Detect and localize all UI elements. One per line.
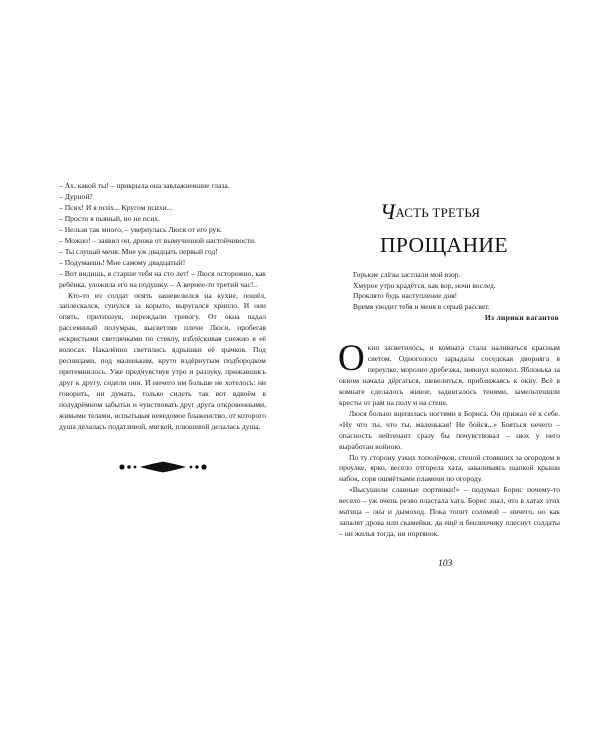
chapter-title: ПРОЩАНИЕ — [380, 233, 508, 257]
ornament-divider-icon — [118, 459, 208, 475]
paragraph: – Нельзя так много, – увернулась Люся от его рук. — [59, 224, 222, 234]
epigraph-line: Хмурое утро крадётся, как вор, ночи вослед. — [353, 280, 496, 290]
epigraph-source: Из лирики вагантов — [484, 312, 559, 322]
epigraph — [353, 270, 559, 324]
epigraph-line: Время уводит тебя и меня в серый рассвет. — [353, 302, 490, 312]
paragraph: – Вот видишь, я старше тебя на сто лет! – Люся осторожно, как ребёнка, уложила его на подушку. – А вернее-то третий час!.. — [59, 268, 266, 289]
paragraph: – Ах, какой ты! – прикрыла она завлажневшие глаза. — [59, 181, 230, 190]
part-title-initial: Ч — [380, 199, 396, 224]
first-paragraph — [338, 338, 560, 409]
paragraph: – Просто я пьяный, но не псих. — [59, 213, 160, 223]
paragraph: Кто-то из солдат опять зашевелился на кухне, пошёл, заплескался, сунулся за корыто, выругался хрипло. И они опять, притихнув, переждали тревогу. От окна падал рассеянный полумрак, высветляя плечи Люси, пробегая искристыми светлячками по стеклу, взблёскивая снежно в её волосах. Накалённо светились ядрышки её зрачков. Под ресницами, под маленьким, круто вздёрнутым подбородком притемнилось. Уже предчувствуя утро и разлуку, прижавшись друг к другу, сидели они. И ничего им больше не хотелось: ни говорить, ни думать, только сидеть так вот вдвоём в полудрёмном забытьи и чувствовать друг друга откровенными, живыми телами, испытывая неведомое блаженство, от которого душа делалась податливой, мягкой, плюшевой делалась душа. — [59, 290, 266, 431]
right-text-column — [338, 338, 560, 540]
paragraph: Люся больно вцепилась ногтями в Бориса. Он прижал её к себе. «Ну что ты, что ты, маленькая! Не бойся...» Бояться нечего – опасность лейтенант сразу бы почувствовал – нюх у него выработан войною. — [339, 408, 560, 451]
part-title — [380, 199, 560, 224]
epigraph-line: Горькие слёзы застлали мой взор. — [353, 270, 461, 279]
paragraph: – Можно! – заявил он, дрожа от вымученной настойчивости. — [59, 235, 256, 245]
paragraph: – Псих! И я псих... Кругом психи... — [59, 202, 173, 212]
epigraph-line: Проклято будь наступление дня! — [353, 291, 458, 301]
paragraph: «Высушили славные портянки!» – подумал Борис почему-то весело – уж очень резво пластала хата. Борис знал, что в хатах этих матица – она и дымоход. Пока топит соломой – ничего, но как запалят дрова или скамейки, да ещё и бензинчику плеснут солдаты – ни жилья тогда, ни портянок. — [339, 485, 560, 539]
part-title-rest: АСТЬ ТРЕТЬЯ — [395, 205, 481, 220]
drop-cap: О — [338, 338, 365, 379]
paragraph: – Подумаешь! Мне самому двадцатый! — [59, 257, 186, 267]
left-text-column — [59, 181, 266, 433]
first-paragraph-text: кно засветилось, и комната стала наливаться красным светом. Одноголосо зарыдала соседская дворняга в переулке, морозно дребезжа, звякнул колокол. Яблонька за окном начала дёргаться, шевелиться, приближаясь к окну. Всё в комнате сделалось живое, задвигалось тенями, замельтешили кресты от рам на полу и на стене. — [339, 343, 560, 407]
paragraph: По ту сторону узких тополёчков, стеной стоявших за огородом в проулке, ярко, весело отгорела хата, заваливаясь шапкой крыши набок, соря ошмётками пламени по огороду. — [339, 452, 560, 484]
paragraph: – Ты слушай меня. Мне уж двадцать первый год! — [59, 246, 218, 256]
paragraph: – Дурной? — [59, 191, 93, 201]
page-number: 103 — [438, 559, 453, 569]
